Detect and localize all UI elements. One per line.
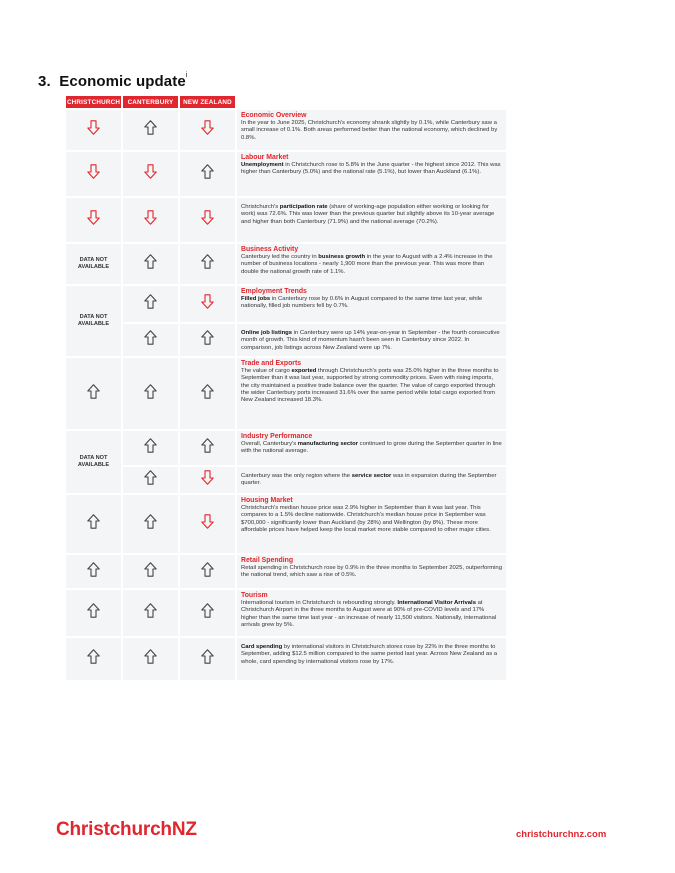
indicator-cell-christchurch [66, 152, 121, 196]
text-segment: Retail spending in Christchurch rose by 0.9% in the three months to September 2025, outperforming the national trend, which saw a rise of 0.5%. [241, 565, 502, 579]
data-not-available-label [78, 455, 109, 469]
highlighted-term: Online job listings [241, 330, 293, 336]
indicator-cell-canterbury [123, 244, 178, 284]
table-row [66, 110, 506, 150]
table-row [66, 152, 506, 196]
text-segment: Christchurch's [241, 204, 280, 210]
indicator-cell-canterbury [123, 324, 178, 356]
arrow-down-icon [201, 470, 214, 485]
indicator-cell-canterbury [123, 431, 178, 465]
indicator-cell-new-zealand [180, 110, 235, 150]
text-segment: Christchurch's median house price was 2.9% higher in September than it was last year. This compares to a 1.5% decline nationwide. Christchurch's median house price in September was $700,000 - significantly lower than Auckland (by 28%) and Wellington (by 8%). These more affordable prices have helped keep the local market more stable compared to other major cities. [241, 505, 491, 533]
commentary-cell [237, 467, 506, 493]
na-label-line: DATA NOT [79, 455, 108, 461]
arrow-up-icon [144, 438, 157, 453]
indicator-cell-christchurch [66, 638, 121, 680]
commentary-text [241, 254, 502, 276]
commentary-text [241, 565, 502, 580]
table-row [66, 244, 506, 284]
table-row [66, 467, 506, 493]
indicator-cell-christchurch [66, 358, 121, 429]
section-heading: Labour Market [241, 154, 289, 161]
indicator-cell-canterbury [123, 110, 178, 150]
indicator-cell-canterbury [123, 198, 178, 242]
arrow-up-icon [144, 562, 157, 577]
indicator-cell-new-zealand [180, 590, 235, 636]
section-title [38, 73, 187, 90]
text-segment: at Christchurch Airport in the three months to August were at 90% of pre-COVID levels and 17% higher than the same time last year - an increase of nearly 11,500 visitors. Nationally, international arrivals grew by 5%. [241, 600, 497, 628]
na-label-line: AVAILABLE [77, 321, 110, 327]
commentary-text [241, 120, 502, 142]
commentary-cell [237, 244, 506, 284]
section-heading: Business Activity [241, 246, 299, 253]
indicator-cell-canterbury [123, 467, 178, 493]
section-heading: Trade and Exports [241, 360, 302, 367]
table-row [66, 286, 506, 322]
table-row [66, 324, 506, 356]
commentary-cell [237, 590, 506, 636]
commentary-text [241, 162, 502, 177]
arrow-up-icon [144, 120, 157, 135]
indicator-cell-new-zealand [180, 152, 235, 196]
section-heading: Housing Market [241, 497, 293, 504]
indicator-cell-new-zealand [180, 198, 235, 242]
indicator-cell-new-zealand [180, 431, 235, 465]
data-not-available-label [78, 314, 109, 328]
section-heading: Employment Trends [241, 288, 307, 295]
arrow-up-icon [144, 294, 157, 309]
column-header-new-zealand: NEW ZEALAND [180, 96, 235, 108]
arrow-up-icon [144, 603, 157, 618]
commentary-text [241, 441, 502, 456]
footer-url-link[interactable]: christchurchnz.com [516, 829, 607, 840]
arrow-down-icon [201, 514, 214, 529]
table-row [66, 590, 506, 636]
highlighted-term: Card spending [241, 644, 283, 650]
text-segment: Canterbury was the only region where the [241, 473, 352, 479]
arrow-up-icon [201, 384, 214, 399]
section-number: 3. [38, 73, 51, 90]
indicator-cell-new-zealand [180, 324, 235, 356]
commentary-cell [237, 286, 506, 322]
indicator-cell-new-zealand [180, 638, 235, 680]
column-header-christchurch: CHRISTCHURCH [66, 96, 121, 108]
highlighted-term: business growth [318, 254, 366, 260]
column-header-blank [237, 96, 506, 108]
table-row [66, 431, 506, 465]
commentary-text [241, 368, 502, 404]
arrow-up-icon [87, 562, 100, 577]
na-label-line: DATA NOT [79, 314, 108, 320]
arrow-up-icon [201, 562, 214, 577]
arrow-up-icon [87, 514, 100, 529]
indicator-cell-new-zealand [180, 555, 235, 588]
text-segment: continued to grow during the September quarter in line with the national average. [241, 441, 502, 455]
table-row [66, 198, 506, 242]
arrow-up-icon [87, 603, 100, 618]
commentary-text [241, 505, 502, 534]
indicator-cell-canterbury [123, 555, 178, 588]
economic-indicators-table [64, 94, 508, 682]
arrow-up-icon [201, 649, 214, 664]
arrow-up-icon [144, 254, 157, 269]
arrow-down-icon [201, 210, 214, 225]
highlighted-term: service sector [351, 473, 392, 479]
text-segment: in the year to August with a 2.4% increase in the number of business locations - nearly 1,900 more than the previous year. This was more than double the national growth rate of 1.1%. [241, 254, 493, 275]
indicator-cell-christchurch [66, 555, 121, 588]
arrow-down-icon [87, 164, 100, 179]
text-segment: in Canterbury rose by 0.6% in August compared to the same time last year, while nationally, filled job numbers fell by 0.7%. [241, 296, 483, 310]
arrow-up-icon [201, 603, 214, 618]
na-label-line: AVAILABLE [77, 264, 110, 270]
commentary-cell [237, 110, 506, 150]
arrow-up-icon [201, 254, 214, 269]
indicator-cell-new-zealand [180, 358, 235, 429]
indicator-cell-christchurch [66, 244, 121, 284]
indicator-cell-christchurch [66, 286, 121, 356]
arrow-up-icon [201, 164, 214, 179]
indicator-cell-christchurch [66, 431, 121, 493]
highlighted-term: Filled jobs [241, 296, 271, 302]
arrow-up-icon [144, 514, 157, 529]
arrow-down-icon [87, 210, 100, 225]
section-heading: Industry Performance [241, 433, 313, 440]
indicator-cell-new-zealand [180, 244, 235, 284]
indicator-cell-canterbury [123, 358, 178, 429]
table-row [66, 638, 506, 680]
indicator-cell-christchurch [66, 590, 121, 636]
indicator-cell-christchurch [66, 198, 121, 242]
arrow-down-icon [87, 120, 100, 135]
text-segment: Overall, Canterbury's [241, 441, 298, 447]
text-segment: Canterbury led the country in [241, 254, 319, 260]
highlighted-term: Unemployment [241, 162, 284, 168]
indicator-cell-christchurch [66, 495, 121, 553]
table-header-row [66, 96, 506, 108]
text-segment: The value of cargo [241, 368, 292, 374]
column-header-canterbury: CANTERBURY [123, 96, 178, 108]
section-title-text: Economic update [59, 73, 186, 90]
table-row [66, 495, 506, 553]
arrow-up-icon [201, 438, 214, 453]
table-body [66, 110, 506, 680]
table-row [66, 555, 506, 588]
highlighted-term: exported [291, 368, 317, 374]
commentary-text [241, 204, 502, 226]
commentary-cell [237, 638, 506, 680]
indicator-cell-new-zealand [180, 286, 235, 322]
text-segment: International tourism in Christchurch is rebounding strongly. [241, 600, 398, 606]
arrow-down-icon [201, 294, 214, 309]
footnote-marker: i [185, 72, 188, 79]
commentary-cell [237, 152, 506, 196]
text-segment: in Christchurch rose to 5.8% in the June quarter - the highest since 2012. This was higher than Canterbury (5.0%) and the national rate (5.1%), but lower than Auckland (6.1%). [241, 162, 501, 176]
section-heading: Retail Spending [241, 557, 294, 564]
text-segment: (share of working-age population either working or looking for work) was 72.6%. This was lower than the previous quarter but slightly above its 10-year average and higher than both Canterbury (71.9%) and the national average (70.2%). [241, 204, 495, 225]
indicator-cell-canterbury [123, 638, 178, 680]
indicator-cell-canterbury [123, 495, 178, 553]
commentary-cell [237, 495, 506, 553]
arrow-up-icon [144, 384, 157, 399]
commentary-cell [237, 358, 506, 429]
na-label-line: AVAILABLE [77, 462, 110, 468]
indicator-cell-christchurch [66, 110, 121, 150]
indicator-cell-canterbury [123, 286, 178, 322]
arrow-up-icon [201, 330, 214, 345]
table-row [66, 358, 506, 429]
arrow-up-icon [144, 330, 157, 345]
commentary-cell [237, 431, 506, 465]
arrow-down-icon [201, 120, 214, 135]
text-segment: was in expansion during the September quarter. [241, 473, 497, 487]
highlighted-term: participation rate [279, 204, 328, 210]
highlighted-term: manufacturing sector [297, 441, 359, 447]
data-not-available-label [78, 257, 109, 271]
commentary-text [241, 296, 502, 311]
christchurchnz-logo: ChristchurchNZ [56, 819, 197, 840]
commentary-cell [237, 555, 506, 588]
section-heading: Tourism [241, 592, 268, 599]
indicator-cell-new-zealand [180, 495, 235, 553]
indicator-cell-canterbury [123, 590, 178, 636]
text-segment: In the year to June 2025, Christchurch's economy shrank slightly by 0.1%, while Canterbury saw a small increase of 0.1%. Both areas performed better than the national economy, which declined by 0.8%. [241, 120, 498, 141]
commentary-text [241, 473, 502, 488]
commentary-cell [237, 324, 506, 356]
commentary-text [241, 644, 502, 666]
indicator-cell-canterbury [123, 152, 178, 196]
text-segment: through Christchurch's ports was 25.0% higher in the three months to September than it was last year, supported by strong commodity prices. Even with rising imports, the city maintained a positive trade balance over the quarter. The value of cargo exported through the wider Canterbury ports increased 31.6% over the same period while total cargo exported from New Zealand increased 18.3%. [241, 368, 499, 404]
arrow-down-icon [144, 210, 157, 225]
commentary-cell [237, 198, 506, 242]
text-segment: by international visitors in Christchurch stores rose by 22% in the three months to September, adding $12.5 million compared to the same period last year. Across New Zealand as a whole, card spending by international visitors rose by 17%. [241, 644, 498, 665]
indicator-cell-new-zealand [180, 467, 235, 493]
arrow-up-icon [144, 470, 157, 485]
highlighted-term: International Visitor Arrivals [397, 600, 476, 606]
arrow-up-icon [87, 384, 100, 399]
commentary-text [241, 600, 502, 629]
arrow-down-icon [144, 164, 157, 179]
section-heading: Economic Overview [241, 112, 307, 119]
arrow-up-icon [144, 649, 157, 664]
na-label-line: DATA NOT [79, 257, 108, 263]
text-segment: in Canterbury were up 14% year-on-year in September - the fourth consecutive month of growth. This kind of momentum hasn't been seen in Canterbury since 2022. In comparison, job listings across New Zealand were up 7%. [241, 330, 500, 351]
commentary-text [241, 330, 502, 352]
arrow-up-icon [87, 649, 100, 664]
